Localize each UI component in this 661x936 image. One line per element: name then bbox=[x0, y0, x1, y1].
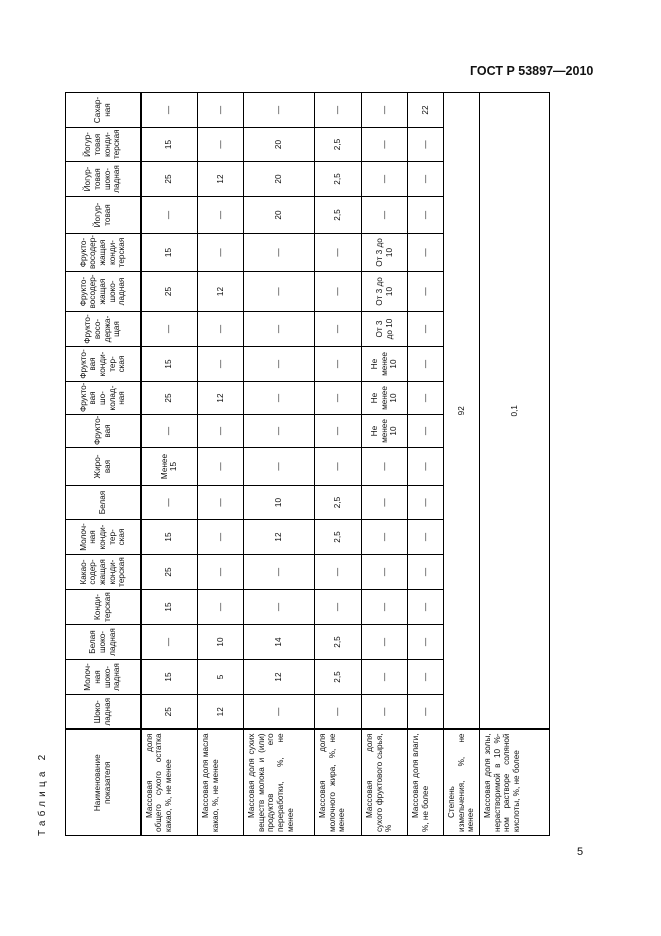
table-caption: Таблица 2 bbox=[37, 750, 48, 836]
table-cell-value: — bbox=[141, 312, 198, 347]
table-cell-value: — bbox=[315, 93, 362, 128]
column-header-indicator: Наименование показателя bbox=[66, 730, 141, 836]
table-cell-value: — bbox=[315, 448, 362, 486]
table-cell-value: 12 bbox=[244, 660, 315, 695]
table-cell-value: — bbox=[198, 312, 244, 347]
table-cell-value: 25 bbox=[141, 555, 198, 590]
table-cell-value: — bbox=[244, 415, 315, 448]
table-cell-value: 15 bbox=[141, 590, 198, 625]
table-header-row bbox=[66, 93, 141, 836]
table-cell-value: — bbox=[141, 486, 198, 520]
table-cell-value: 12 bbox=[244, 520, 315, 555]
table-cell-value: — bbox=[362, 197, 408, 234]
table-cell-value: — bbox=[141, 197, 198, 234]
table-cell-value: — bbox=[315, 415, 362, 448]
table-cell-value: — bbox=[408, 520, 444, 555]
table-cell-value: 2,5 bbox=[315, 128, 362, 162]
table-cell-value: — bbox=[198, 520, 244, 555]
table-cell-value: — bbox=[198, 486, 244, 520]
indicator-name: Массовая доля сухих веществ молока и (или) продуктов его переработки, %, не менее bbox=[244, 730, 315, 836]
table-cell-value: — bbox=[244, 347, 315, 382]
column-header: Белая bbox=[66, 486, 141, 520]
column-header: Конди- терская bbox=[66, 590, 141, 625]
document-code: ГОСТ Р 53897—2010 bbox=[470, 64, 594, 78]
table-cell-value: — bbox=[244, 93, 315, 128]
table-cell-value: 10 bbox=[198, 625, 244, 660]
table-cell-value: — bbox=[408, 272, 444, 312]
column-header: Молоч- ная шоко- ладная bbox=[66, 660, 141, 695]
table-row bbox=[315, 93, 362, 836]
table-cell-value: От 3 до 10 bbox=[362, 312, 408, 347]
table-cell-value: 10 bbox=[244, 486, 315, 520]
table-row bbox=[198, 93, 244, 836]
table-cell-value: — bbox=[244, 272, 315, 312]
column-header: Йогур- товая конди- терская bbox=[66, 128, 141, 162]
table-cell-value: — bbox=[408, 382, 444, 415]
table-cell-value: 25 bbox=[141, 272, 198, 312]
table-cell-value: — bbox=[408, 234, 444, 272]
table-cell-value: 2,5 bbox=[315, 162, 362, 197]
table-cell-value: — bbox=[362, 93, 408, 128]
table-cell-value: 25 bbox=[141, 162, 198, 197]
table-cell-value: — bbox=[198, 448, 244, 486]
table-cell-value: 15 bbox=[141, 234, 198, 272]
indicator-name: Массовая доля золы, нерастворимой в 10 %-ном растворе соляной кислоты, %, не более bbox=[480, 730, 550, 836]
table-cell-value: — bbox=[408, 197, 444, 234]
table-cell-value: — bbox=[315, 382, 362, 415]
table-cell-value: 2,5 bbox=[315, 197, 362, 234]
table-row bbox=[141, 93, 198, 836]
indicator-name: Массовая доля влаги, %, не более bbox=[408, 730, 444, 836]
table-cell-value: 12 bbox=[198, 162, 244, 197]
column-header: Молоч- ная конди- тер- ская bbox=[66, 520, 141, 555]
table-cell-value: — bbox=[408, 660, 444, 695]
table-cell-value: — bbox=[362, 590, 408, 625]
merged-value: 0,1 bbox=[480, 93, 550, 730]
table-cell-value: — bbox=[198, 128, 244, 162]
table-cell-value: — bbox=[244, 382, 315, 415]
table-cell-value: — bbox=[315, 234, 362, 272]
column-header: Фрукто- вая bbox=[66, 415, 141, 448]
table-row bbox=[362, 93, 408, 836]
column-header: Фрукто- вая конди- тер- ская bbox=[66, 347, 141, 382]
merged-value: 92 bbox=[444, 93, 480, 730]
table-cell-value: 2,5 bbox=[315, 486, 362, 520]
table-cell-value: — bbox=[362, 448, 408, 486]
indicator-name: Массовая доля масла какао, %, не менее bbox=[198, 730, 244, 836]
table-cell-value: 22 bbox=[408, 93, 444, 128]
table-cell-value: — bbox=[362, 625, 408, 660]
table-cell-value: 15 bbox=[141, 520, 198, 555]
column-header: Белая шоко- ладная bbox=[66, 625, 141, 660]
table-cell-value: — bbox=[244, 590, 315, 625]
table-cell-value: — bbox=[315, 347, 362, 382]
table-cell-value: 20 bbox=[244, 162, 315, 197]
table-cell-value: От 3 до 10 bbox=[362, 272, 408, 312]
column-header: Шоко- ладная bbox=[66, 695, 141, 730]
table-cell-value: — bbox=[408, 162, 444, 197]
table-cell-value: Не менее 10 bbox=[362, 382, 408, 415]
page-number: 5 bbox=[577, 846, 584, 858]
table-cell-value: 5 bbox=[198, 660, 244, 695]
table-cell-value: 15 bbox=[141, 347, 198, 382]
table-cell-value: — bbox=[362, 660, 408, 695]
table-cell-value: — bbox=[198, 197, 244, 234]
table-cell-value: — bbox=[315, 272, 362, 312]
table-cell-value: — bbox=[244, 448, 315, 486]
table-cell-value: — bbox=[244, 555, 315, 590]
table-cell-value: Не менее 10 bbox=[362, 415, 408, 448]
table-cell-value: 12 bbox=[198, 695, 244, 730]
column-header: Жиро- вая bbox=[66, 448, 141, 486]
table-cell-value: — bbox=[244, 695, 315, 730]
table-cell-value: — bbox=[362, 695, 408, 730]
table-cell-value: 12 bbox=[198, 382, 244, 415]
indicator-name: Массовая доля молочного жира, %, не менее bbox=[315, 730, 362, 836]
table-cell-value: — bbox=[198, 555, 244, 590]
column-header: Сахар- ная bbox=[66, 93, 141, 128]
table-row bbox=[244, 93, 315, 836]
table-row-merged bbox=[444, 93, 480, 836]
table-cell-value: — bbox=[408, 625, 444, 660]
table-cell-value: 15 bbox=[141, 660, 198, 695]
table-cell-value: — bbox=[362, 128, 408, 162]
table-cell-value: 25 bbox=[141, 695, 198, 730]
table-cell-value: — bbox=[408, 555, 444, 590]
table-cell-value: — bbox=[244, 234, 315, 272]
table-cell-value: — bbox=[198, 234, 244, 272]
table-cell-value: Менее 15 bbox=[141, 448, 198, 486]
column-header: Фрукто- восодер- жащая шоко- ладная bbox=[66, 272, 141, 312]
column-header: Какао- содер- жащая конди- терская bbox=[66, 555, 141, 590]
requirements-table bbox=[65, 92, 550, 836]
table-cell-value: 2,5 bbox=[315, 520, 362, 555]
table-cell-value: — bbox=[315, 695, 362, 730]
column-header: Йогур- товая bbox=[66, 197, 141, 234]
table-cell-value: — bbox=[315, 590, 362, 625]
table-cell-value: 25 bbox=[141, 382, 198, 415]
indicator-name: Массовая доля общего сухого остатка какао, %, не менее bbox=[141, 730, 198, 836]
table-cell-value: — bbox=[408, 312, 444, 347]
table-cell-value: — bbox=[141, 625, 198, 660]
table-cell-value: — bbox=[362, 162, 408, 197]
table-cell-value: 2,5 bbox=[315, 660, 362, 695]
indicator-name: Массовая доля сухого фруктового сырья, % bbox=[362, 730, 408, 836]
table-cell-value: — bbox=[198, 415, 244, 448]
table-cell-value: — bbox=[244, 312, 315, 347]
column-header: Фрукто- восодер- жащая конди- терская bbox=[66, 234, 141, 272]
table-cell-value: — bbox=[408, 128, 444, 162]
table-row bbox=[408, 93, 444, 836]
table-cell-value: — bbox=[198, 590, 244, 625]
table-cell-value: Не менее 10 bbox=[362, 347, 408, 382]
table-cell-value: 14 bbox=[244, 625, 315, 660]
table-cell-value: — bbox=[141, 93, 198, 128]
table-cell-value: 2,5 bbox=[315, 625, 362, 660]
table-cell-value: 20 bbox=[244, 128, 315, 162]
table-row-merged bbox=[480, 93, 550, 836]
indicator-name: Степень измельчения, %, не менее bbox=[444, 730, 480, 836]
table-cell-value: 15 bbox=[141, 128, 198, 162]
rotated-table-container bbox=[65, 94, 547, 836]
column-header: Фрукто- вая шо- колад- ная bbox=[66, 382, 141, 415]
table-cell-value: — bbox=[408, 590, 444, 625]
table-cell-value: — bbox=[315, 312, 362, 347]
table-cell-value: — bbox=[408, 486, 444, 520]
table-cell-value: — bbox=[408, 415, 444, 448]
column-header: Фрукто- восо- держа- щая bbox=[66, 312, 141, 347]
table-cell-value: — bbox=[362, 520, 408, 555]
table-cell-value: — bbox=[315, 555, 362, 590]
table-cell-value: — bbox=[408, 448, 444, 486]
table-cell-value: 12 bbox=[198, 272, 244, 312]
table-cell-value: — bbox=[362, 486, 408, 520]
table-cell-value: — bbox=[198, 93, 244, 128]
table-cell-value: — bbox=[362, 555, 408, 590]
table-cell-value: — bbox=[141, 415, 198, 448]
table-cell-value: — bbox=[408, 695, 444, 730]
table-cell-value: — bbox=[198, 347, 244, 382]
table-cell-value: От 3 до 10 bbox=[362, 234, 408, 272]
table-cell-value: — bbox=[408, 347, 444, 382]
table-cell-value: 20 bbox=[244, 197, 315, 234]
column-header: Йогур- товая шоко- ладная bbox=[66, 162, 141, 197]
